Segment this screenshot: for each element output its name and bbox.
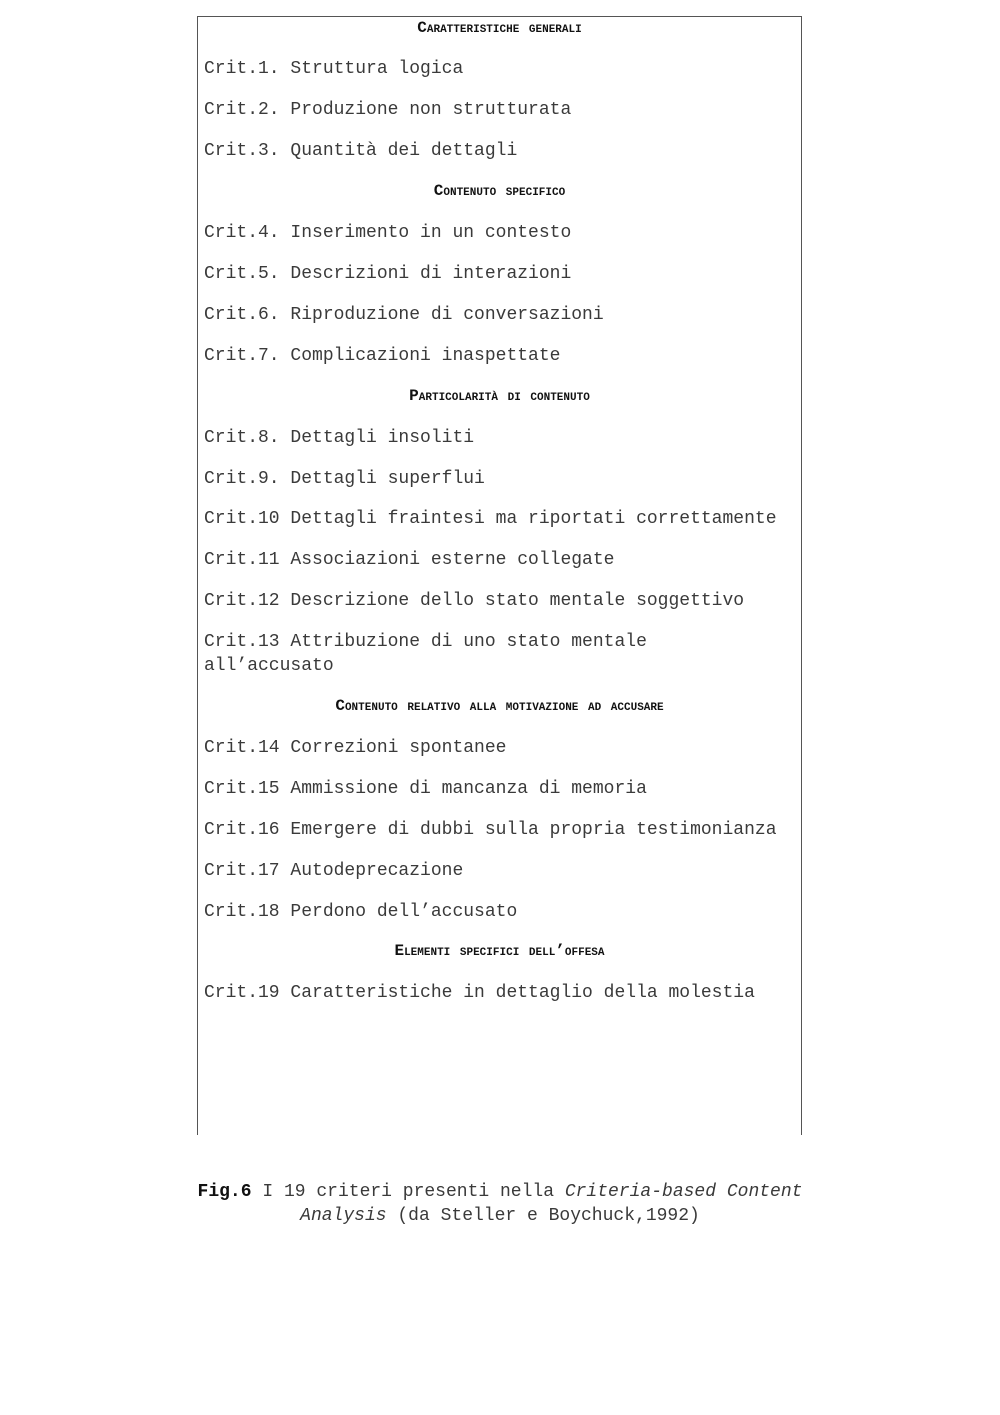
list-item: Crit.2. Produzione non strutturata [204, 100, 572, 120]
list-item: Crit.17 Autodeprecazione [204, 861, 464, 881]
caption-source: (da Steller e Boychuck,1992) [386, 1206, 700, 1226]
list-item: Crit.11 Associazioni esterne collegate [204, 550, 615, 570]
caption-text: I 19 criteri presenti nella [251, 1182, 565, 1202]
list-item: Crit.9. Dettagli superflui [204, 469, 485, 489]
criteria-table [197, 16, 802, 1135]
list-item: Crit.15 Ammissione di mancanza di memoria [204, 779, 647, 799]
section-heading: Particolarità di contenuto [409, 387, 590, 405]
list-item: Crit.13 Attribuzione di uno stato mentale all’accusato [204, 632, 658, 676]
list-item: Crit.19 Caratteristiche in dettaglio della molestia [204, 983, 755, 1003]
figure-label: Fig.6 [197, 1182, 252, 1202]
list-item: Crit.14 Correzioni spontanee [204, 738, 507, 758]
list-item: Crit.10 Dettagli fraintesi ma riportati correttamente [204, 509, 777, 529]
list-item: Crit.16 Emergere di dubbi sulla propria testimonianza [204, 820, 777, 840]
section-heading: Elementi specifici dell’offesa [394, 942, 605, 960]
list-item: Crit.6. Riproduzione di conversazioni [204, 305, 604, 325]
section-heading: Contenuto relativo alla motivazione ad accusare [335, 697, 664, 715]
list-item: Crit.8. Dettagli insoliti [204, 428, 475, 448]
section-heading: Caratteristiche generali [417, 19, 582, 37]
list-item: Crit.18 Perdono dell’accusato [204, 902, 518, 922]
list-item: Crit.12 Descrizione dello stato mentale soggettivo [204, 591, 745, 611]
section-heading: Contenuto specifico [433, 182, 566, 200]
list-item: Crit.7. Complicazioni inaspettate [204, 346, 561, 366]
list-item: Crit.1. Struttura logica [204, 59, 464, 79]
list-item: Crit.3. Quantità dei dettagli [204, 141, 518, 161]
list-item: Crit.4. Inserimento in un contesto [204, 223, 572, 243]
list-item: Crit.5. Descrizioni di interazioni [204, 264, 572, 284]
figure-caption [150, 1180, 850, 1228]
caption-italic-title: Criteria-based Content Analysis [300, 1182, 803, 1226]
